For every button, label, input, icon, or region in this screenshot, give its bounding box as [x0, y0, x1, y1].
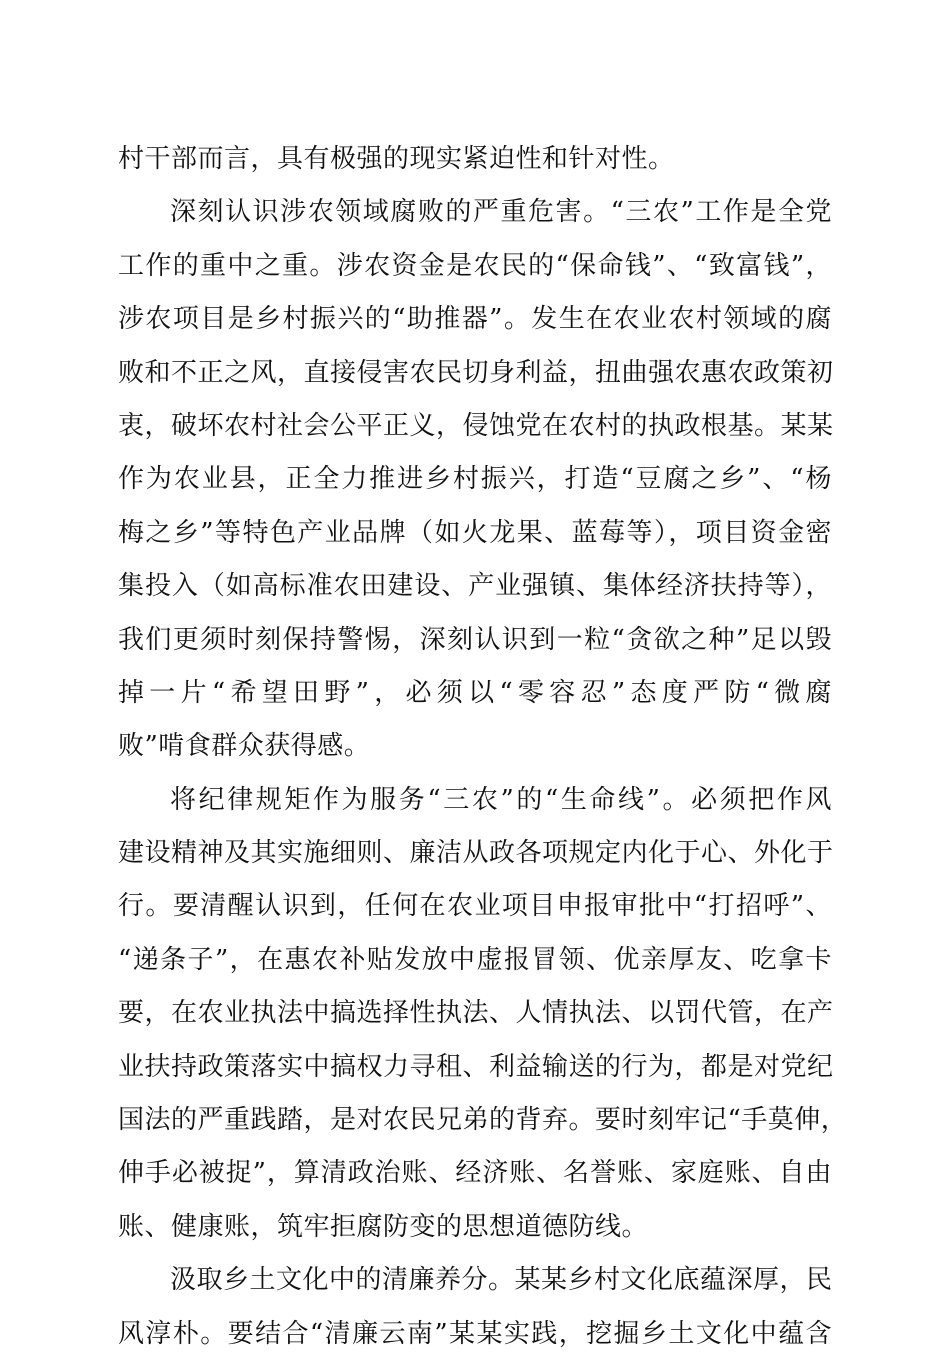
paragraph-start-line: 汲取乡土文化中的清廉养分。某某乡村文化底蕴深厚，民 [170, 1265, 833, 1296]
text-line: 业扶持政策落实中搞权力寻租、利益输送的行为，都是对党纪 [118, 1051, 834, 1082]
text-line: 梅之乡”等特色产业品牌（如火龙果、蓝莓等），项目资金密 [118, 517, 832, 548]
text-line: 作为农业县，正全力推进乡村振兴，打造“豆腐之乡”、“杨 [118, 464, 832, 495]
paragraph-start-line: 深刻认识涉农领域腐败的严重危害。“三农”工作是全党 [170, 197, 832, 228]
text-line: 我们更须时刻保持警惕，深刻认识到一粒“贪欲之种”足以毁 [118, 624, 832, 655]
paragraph-start-line: 将纪律规矩作为服务“三农”的“生命线”。必须把作风 [170, 784, 832, 815]
text-line: 村干部而言，具有极强的现实紧迫性和针对性。 [118, 144, 675, 174]
text-line: 要，在农业执法中搞选择性执法、人情执法、以罚代管，在产 [118, 998, 834, 1029]
text-line: 风淳朴。要结合“清廉云南”某某实践，挖掘乡土文化中蕴含 [118, 1318, 832, 1349]
text-line: 涉农项目是乡村振兴的“助推器”。发生在农业农村领域的腐 [118, 304, 832, 335]
text-line: 行。要清醒认识到，任何在农业项目申报审批中“打招呼”、 [118, 891, 832, 922]
text-line: 账、健康账，筑牢拒腐防变的思想道德防线。 [118, 1211, 649, 1242]
text-line: “递条子”，在惠农补贴发放中虚报冒领、优亲厚友、吃拿卡 [118, 944, 832, 975]
text-line: 集投入（如高标准农田建设、产业强镇、集体经济扶持等）， [118, 571, 832, 602]
text-line: 建设精神及其实施细则、廉洁从政各项规定内化于心、外化于 [118, 838, 834, 869]
body-text [118, 133, 848, 1361]
text-line: 衷，破坏农村社会公平正义，侵蚀党在农村的执政根基。某某 [118, 410, 834, 441]
text-line: 国法的严重践踏，是对农民兄弟的背弃。要时刻牢记“手莫伸， [118, 1105, 848, 1136]
text-line: 败”啃食群众获得感。 [118, 731, 371, 762]
text-line: 伸手必被捉”，算清政治账、经济账、名誉账、家庭账、自由 [118, 1158, 832, 1189]
text-line: 掉一片“希望田野”，必须以“零容忍”态度严防“微腐 [118, 677, 832, 708]
text-line: 工作的重中之重。涉农资金是农民的“保命钱”、“致富钱”， [118, 250, 832, 281]
text-line: 败和不正之风，直接侵害农民切身利益，扭曲强农惠农政策初 [118, 357, 834, 388]
